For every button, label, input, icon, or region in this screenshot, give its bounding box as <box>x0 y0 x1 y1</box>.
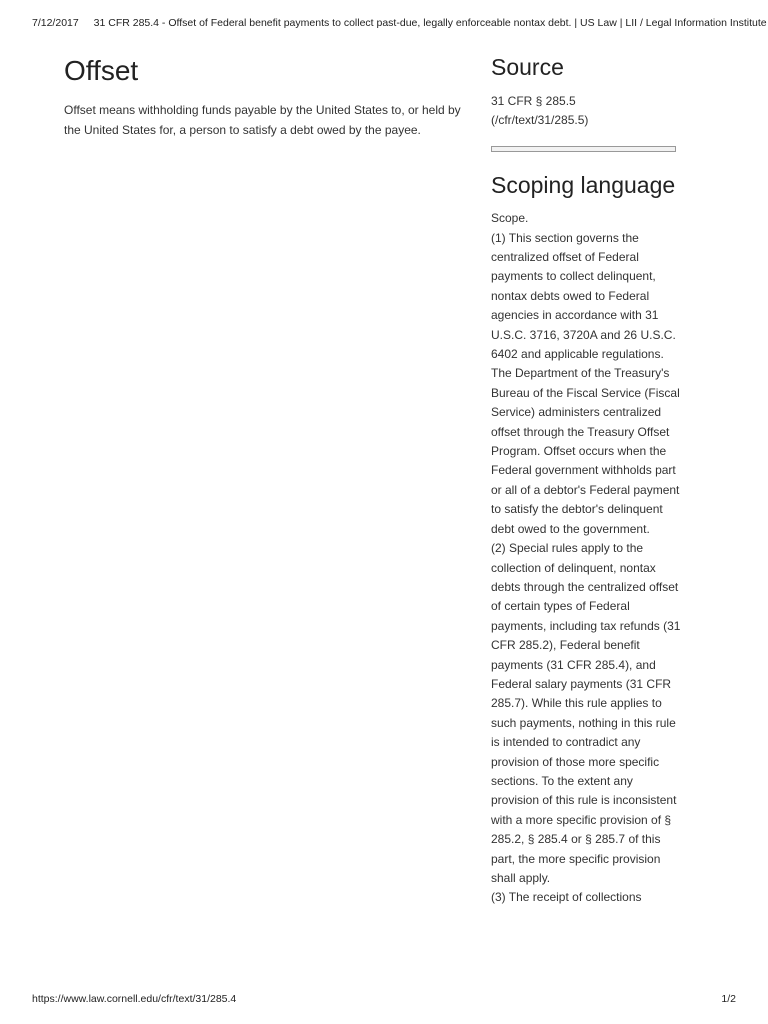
page-number: 1/2 <box>721 993 736 1005</box>
definition-section <box>64 54 464 140</box>
section-divider <box>491 146 676 152</box>
print-page-title: 31 CFR 285.4 - Offset of Federal benefit payments to collect past-due, legally enforceable nontax debt. | US Law | LII / Legal Information Institute <box>93 17 767 29</box>
term-title: Offset <box>64 55 139 86</box>
source-heading: Source <box>491 54 564 80</box>
scope-paragraph: Scope. <box>491 211 529 226</box>
scope-paragraph: (1) This section governs the centralized offset of Federal payments to collect delinquent, nontax debts owed to Federal agencies in accordance with 31 U.S.C. 3716, 3720A and 26 U.S.C. 6402 and applicable regulations. The Department of the Treasury's Bureau of the Fiscal Service (Fiscal Service) administers centralized offset through the Treasury Offset Program. Offset occurs when the Federal government withholds part or all of a debtor's Federal payment to satisfy the debtor's delinquent debt owed to the government. <box>491 230 680 536</box>
print-footer <box>32 993 736 1005</box>
source-citation-text: 31 CFR § 285.5 <box>491 93 576 108</box>
print-header <box>32 17 767 29</box>
source-link[interactable]: (/cfr/text/31/285.5) <box>491 112 589 127</box>
scope-paragraph: (3) The receipt of collections <box>491 890 642 905</box>
sidebar <box>491 54 681 908</box>
term-definition: Offset means withholding funds payable by the United States to, or held by the United States for, a person to satisfy a debt owed by the payee. <box>64 102 461 137</box>
scope-paragraph: (2) Special rules apply to the collection of delinquent, nontax debts through the centralized offset of certain types of Federal payments, including tax refunds (31 CFR 285.2), Federal benefit payments (31 CFR 285.4), and Federal salary payments (31 CFR 285.7). While this rule applies to such payments, nothing in this rule is intended to contradict any provision of those more specific sections. To the extent any provision of this rule is inconsistent with a more specific provision of § 285.2, § 285.4 or § 285.7 of this part, the more specific provision shall apply. <box>491 541 681 885</box>
source-citation <box>491 92 681 130</box>
scoping-heading: Scoping language <box>491 171 676 198</box>
page-url: https://www.law.cornell.edu/cfr/text/31/285.4 <box>32 993 237 1005</box>
print-date: 7/12/2017 <box>32 17 79 29</box>
